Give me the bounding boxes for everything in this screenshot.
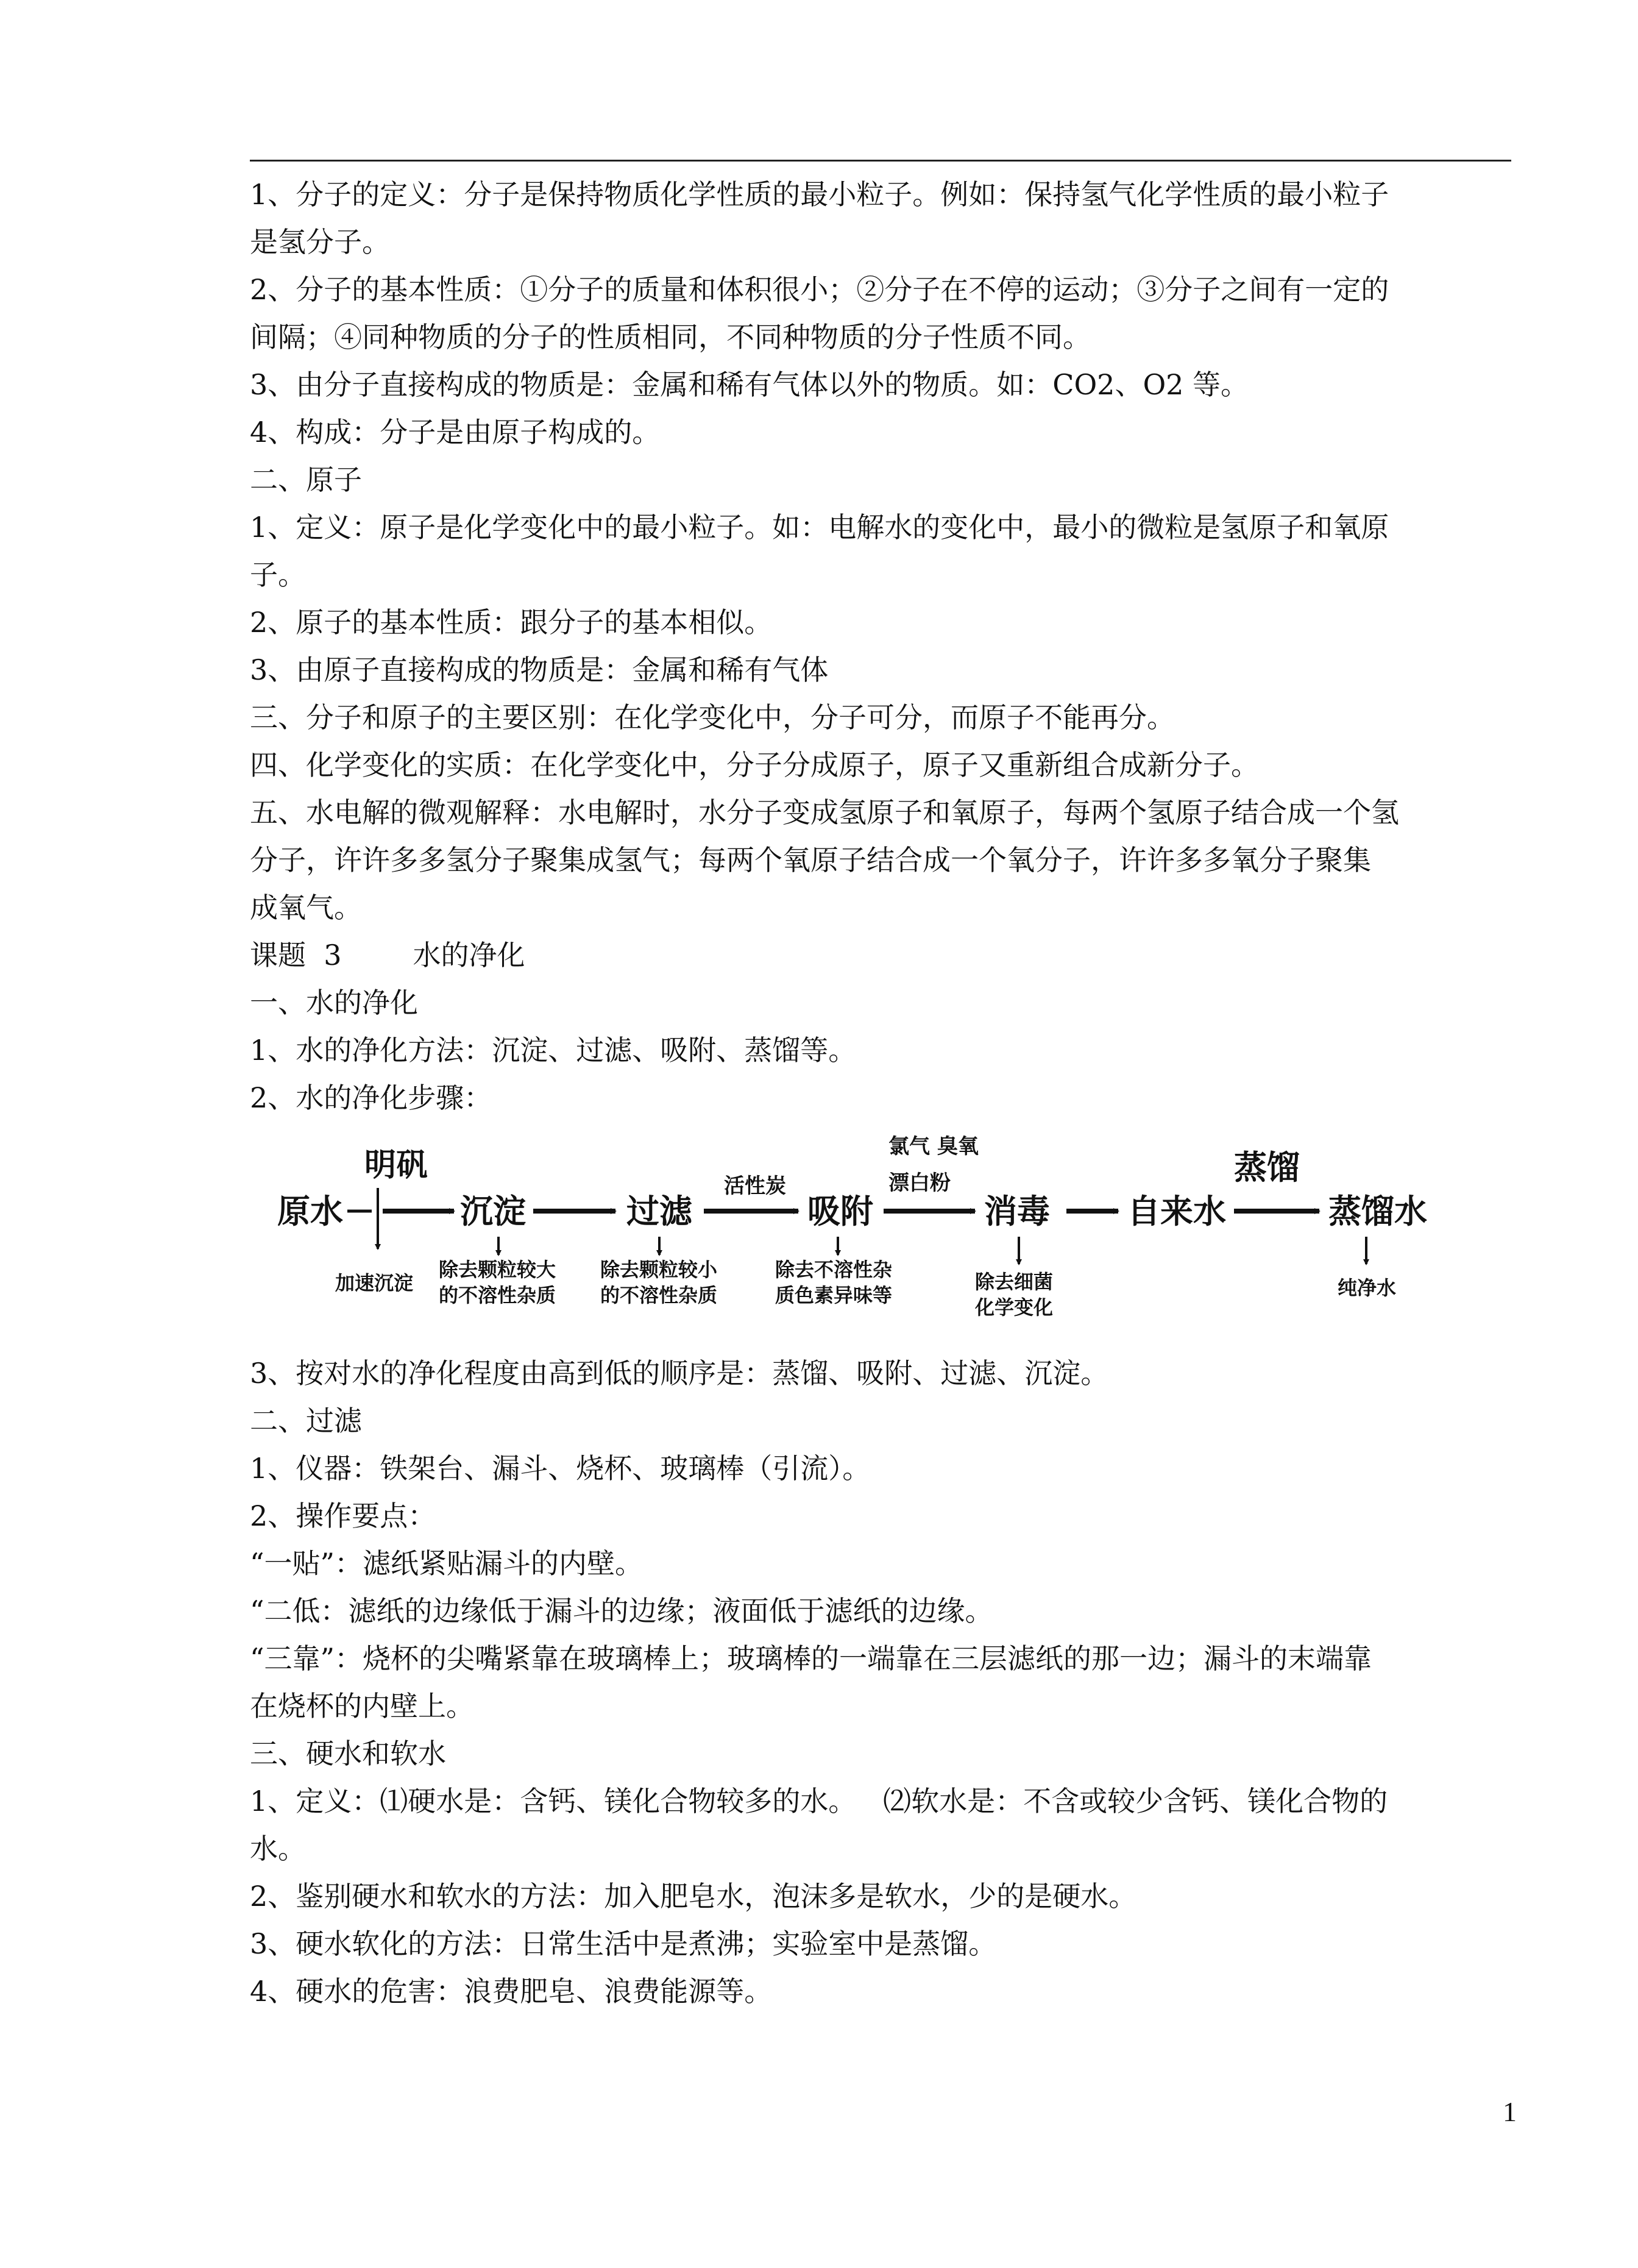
section-heading: 四、化学变化的实质：在化学变化中，分子分成原子，原子又重新组合成新分子。 [250, 748, 1259, 781]
adsorb-note-line2: 质色素异味等 [775, 1284, 893, 1307]
section-heading: 二、过滤 [250, 1404, 362, 1437]
text-line: 1、分子的定义：分子是保持物质化学性质的最小粒子。例如：保持氢气化学性质的最小粒子 [250, 178, 1389, 211]
raw-water-label: 原水 [277, 1192, 343, 1231]
text-line: 3、硬水软化的方法：日常生活中是煮沸；实验室中是蒸馏。 [250, 1927, 997, 1960]
tap-water-label: 自来水 [1127, 1192, 1226, 1231]
disinfect-note-line2: 化学变化 [975, 1296, 1054, 1319]
pure-water-note: 纯净水 [1338, 1276, 1397, 1299]
text-line: 2、鉴别硬水和软水的方法：加入肥皂水，泡沫多是软水，少的是硬水。 [250, 1880, 1137, 1913]
distill-label: 蒸馏 [1234, 1148, 1300, 1187]
water-purification-flowchart [250, 1124, 1511, 1349]
settle-note-line1: 除去颗粒较大 [439, 1258, 556, 1281]
section-heading: 五、水电解的微观解释：水电解时，水分子变成氢原子和氧原子，每两个氢原子结合成一个氢 [250, 796, 1399, 829]
text-line: 是氢分子。 [250, 226, 390, 258]
text-line: 3、由原子直接构成的物质是：金属和稀有气体 [250, 653, 829, 686]
lesson-title: 课题 3 水的净化 [250, 939, 525, 972]
text-line: 成氧气。 [250, 891, 362, 924]
page-number: 1 [1503, 2096, 1517, 2127]
disinfect-label: 消毒 [984, 1192, 1050, 1231]
settle-label: 沉淀 [460, 1192, 526, 1231]
flowchart-svg [250, 1124, 1511, 1349]
adsorb-note-line1: 除去不溶性杂 [775, 1258, 893, 1281]
text-line: 间隔；④同种物质的分子的性质相同，不同种物质的分子性质不同。 [250, 321, 1091, 354]
section-heading: 二、原子 [250, 463, 362, 496]
text-line: 3、按对水的净化程度由高到低的顺序是：蒸馏、吸附、过滤、沉淀。 [250, 1357, 1109, 1390]
alum-label: 明矾 [364, 1147, 428, 1184]
text-line: 分子，许许多多氢分子聚集成氢气；每两个氧原子结合成一个氧分子，许许多多氧分子聚集 [250, 844, 1371, 876]
text-line: 1、仪器：铁架台、漏斗、烧杯、玻璃棒（引流）。 [250, 1452, 871, 1485]
settle-note-line2: 的不溶性杂质 [439, 1284, 556, 1307]
carbon-label: 活性炭 [724, 1174, 786, 1198]
text-line: 2、分子的基本性质：①分子的质量和体积很小；②分子在不停的运动；③分子之间有一定的 [250, 273, 1389, 306]
text-line: 子。 [250, 558, 306, 591]
adsorb-label: 吸附 [807, 1192, 873, 1231]
alum-note: 加速沉淀 [335, 1271, 414, 1295]
text-line: 4、构成：分子是由原子构成的。 [250, 416, 661, 449]
text-line: 1、定义：原子是化学变化中的最小粒子。如：电解水的变化中，最小的微粒是氢原子和氧原 [250, 511, 1389, 544]
header-rule [250, 160, 1511, 162]
text-line: 1、水的净化方法：沉淀、过滤、吸附、蒸馏等。 [250, 1034, 857, 1067]
text-line: 3、由分子直接构成的物质是：金属和稀有气体以外的物质。如：CO2、O2 等。 [250, 368, 1249, 401]
text-line: “三靠”：烧杯的尖嘴紧靠在玻璃棒上；玻璃棒的一端靠在三层滤纸的那一边；漏斗的末端靠 [250, 1642, 1372, 1675]
disinfect-note-line1: 除去细菌 [975, 1270, 1054, 1293]
text-line: 2、水的净化步骤： [250, 1081, 492, 1114]
bleach-label: 漂白粉 [888, 1171, 951, 1195]
filter-note-line2: 的不溶性杂质 [600, 1284, 718, 1307]
text-line: “二低：滤纸的边缘低于漏斗的边缘；液面低于滤纸的边缘。 [250, 1594, 993, 1627]
text-line: “一贴”：滤纸紧贴漏斗的内壁。 [250, 1547, 644, 1580]
text-line: 2、原子的基本性质：跟分子的基本相似。 [250, 606, 773, 639]
document-body [250, 171, 1511, 2015]
section-heading: 三、硬水和软水 [250, 1737, 446, 1770]
chlorine-ozone-label: 氯气 臭氧 [888, 1134, 979, 1159]
text-line: 4、硬水的危害：浪费肥皂、浪费能源等。 [250, 1975, 773, 2008]
text-line: 水。 [250, 1832, 306, 1865]
section-heading: 一、水的净化 [250, 986, 418, 1019]
section-heading: 三、分子和原子的主要区别：在化学变化中，分子可分，而原子不能再分。 [250, 701, 1175, 734]
filter-note-line1: 除去颗粒较小 [600, 1258, 718, 1281]
text-line: 在烧杯的内壁上。 [250, 1690, 474, 1722]
distilled-water-label: 蒸馏水 [1328, 1192, 1427, 1231]
text-line: 1、定义：⑴硬水是：含钙、镁化合物较多的水。 ⑵软水是：不含或较少含钙、镁化合物的 [250, 1785, 1388, 1818]
filter-label: 过滤 [626, 1192, 692, 1231]
text-line: 2、操作要点： [250, 1499, 436, 1532]
